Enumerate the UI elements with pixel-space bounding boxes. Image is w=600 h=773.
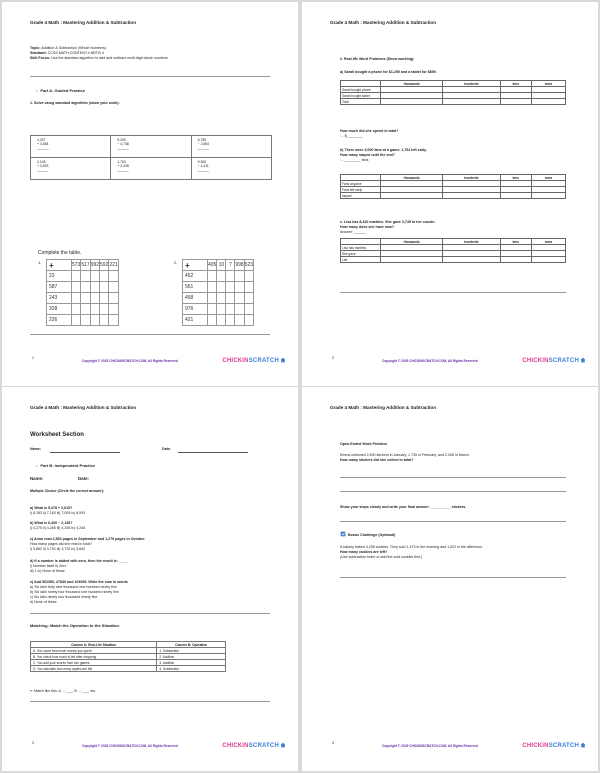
house-icon xyxy=(580,357,586,363)
grid-answer-cell[interactable] xyxy=(109,293,118,304)
grid-row-label: 328 xyxy=(47,304,72,315)
page-title: Grade 4 Math : Mastering Addition & Subtraction xyxy=(30,20,137,25)
grid-answer-cell[interactable] xyxy=(81,304,90,315)
place-value-table-c: thousands hundreds tens ones Lisa has marbles She gave Left xyxy=(340,238,566,263)
grid-answer-cell[interactable] xyxy=(81,293,90,304)
grid-answer-cell[interactable] xyxy=(244,271,253,282)
question-d-option-2[interactable]: iii) 1 iv) None of these xyxy=(30,569,65,573)
divider xyxy=(30,613,270,614)
grid-2-number: 2. xyxy=(174,260,178,265)
section-title: Worksheet Section xyxy=(30,432,84,438)
worksheet-page-1 xyxy=(2,2,298,386)
grid-header-cell: 523 xyxy=(244,260,253,271)
part-a-heading: • Part A: Guided Practice xyxy=(36,88,85,93)
grid-answer-cell[interactable] xyxy=(81,271,90,282)
name-input-line[interactable] xyxy=(50,452,120,453)
grid-answer-cell[interactable] xyxy=(72,315,81,326)
worksheet-page-3 xyxy=(2,387,298,771)
grid-answer-cell[interactable] xyxy=(90,282,99,293)
divider xyxy=(30,701,270,702)
grid-header-cell: 405 xyxy=(208,260,217,271)
grid-answer-cell[interactable] xyxy=(100,315,109,326)
grid-row-label: 976 xyxy=(183,304,208,315)
grid-answer-cell[interactable] xyxy=(235,282,244,293)
multiple-choice-heading: Multiple Choice (Circle the correct answer): xyxy=(30,489,105,493)
grid-answer-cell[interactable] xyxy=(109,315,118,326)
page-title: Grade 4 Math : Mastering Addition & Subtraction xyxy=(30,405,137,410)
grid-answer-cell[interactable] xyxy=(217,271,226,282)
operation-cell[interactable]: 4. Subtraction xyxy=(157,666,226,672)
question-e-option-d[interactable]: d) None of these xyxy=(30,600,57,604)
problem-cell[interactable]: 1,763 + 3,438 ______ xyxy=(111,158,191,180)
question-d: d) If a number is added with zero, then the result is: _____ xyxy=(30,559,129,563)
problem-cell[interactable]: 2,145 + 3,923 ______ xyxy=(31,158,111,180)
grid-answer-cell[interactable] xyxy=(100,271,109,282)
page-number: 2 xyxy=(332,356,334,360)
grid-answer-cell[interactable] xyxy=(235,293,244,304)
grid-row-label: 226 xyxy=(47,315,72,326)
situation-cell[interactable]: C. You add your scores from two games xyxy=(31,660,157,666)
grid-answer-cell[interactable] xyxy=(208,304,217,315)
question-c-options[interactable]: i) 3,862 ii) 3,792 iii) 3,732 iv) 3,842 xyxy=(30,547,86,551)
grid-answer-cell[interactable] xyxy=(72,282,81,293)
complete-table-instruction: Complete the table. xyxy=(38,250,82,256)
problem-b: b) There were 3,000 fans at a game. 1,764 left early. xyxy=(340,148,427,152)
grid-answer-cell[interactable] xyxy=(90,293,99,304)
bonus-question: How many cookies are left? xyxy=(340,550,388,554)
grid-answer-cell[interactable] xyxy=(226,271,235,282)
open-ended-heading: Open-Ended Word Problem xyxy=(340,442,387,446)
answer-line[interactable] xyxy=(340,491,566,492)
show-steps-instruction: Show your steps clearly and write your final answer: __________ stickers. xyxy=(340,505,467,509)
grid-answer-cell[interactable] xyxy=(244,282,253,293)
grid-header-cell: 7 xyxy=(226,260,235,271)
problem-a-question: How much did she spend in total? xyxy=(340,129,399,133)
bullet-icon: • xyxy=(36,463,38,468)
situation-cell[interactable]: B. You check how much is left after shopping xyxy=(31,654,157,660)
grid-answer-cell[interactable] xyxy=(90,304,99,315)
divider xyxy=(30,334,270,335)
page-number: 4 xyxy=(332,741,334,745)
column-b-header: Column B: Operation xyxy=(157,642,226,648)
question-e-option-a[interactable]: a) Six lakh forty nine thousand one hundred ninety five xyxy=(30,585,117,589)
place-value-table-a: thousands hundreds tens ones Sarah bought phone Sarah bought tablet Total xyxy=(340,80,566,105)
brand-logo: CHICKINSCRATCH xyxy=(222,742,286,749)
divider xyxy=(340,292,566,293)
problem-cell[interactable]: 6,789 − 2,654 ______ xyxy=(191,136,271,158)
question-e: e) Add 562350, 27840 and 104005. Write the sum in words xyxy=(30,580,128,584)
grid-answer-cell[interactable] xyxy=(217,315,226,326)
bullet-icon: • xyxy=(36,88,38,93)
brand-logo: CHICKINSCRATCH xyxy=(522,357,586,364)
grid-answer-cell[interactable] xyxy=(217,304,226,315)
grid-row-label: 421 xyxy=(183,315,208,326)
problem-a-answer[interactable]: → $________ xyxy=(340,134,363,138)
question-c-detail: How many pages did she read in total? xyxy=(30,542,93,546)
grid-answer-cell[interactable] xyxy=(208,282,217,293)
grid-answer-cell[interactable] xyxy=(72,271,81,282)
grid-answer-cell[interactable] xyxy=(109,271,118,282)
bonus-heading: Bonus Challenge (Optional) xyxy=(340,531,395,538)
brand-logo: CHICKINSCRATCH xyxy=(522,742,586,749)
grid-answer-cell[interactable] xyxy=(109,304,118,315)
brand-logo: CHICKINSCRATCH xyxy=(222,357,286,364)
operation-cell[interactable]: 2. Addition xyxy=(157,654,226,660)
grid-answer-cell[interactable] xyxy=(81,282,90,293)
grid-1-number: 1. xyxy=(38,260,42,265)
answer-line[interactable] xyxy=(340,477,566,478)
place-value-table-b: thousands hundreds tens ones Fans at game Fans left early stayed xyxy=(340,174,566,199)
problem-c: c. Lisa has 8,420 marbles. She gave 3,745 to her cousin. xyxy=(340,220,436,224)
problem-cell[interactable]: 9,300 − 4,211 ______ xyxy=(191,158,271,180)
open-ended-question: How many stickers did she collect in total? xyxy=(340,458,414,462)
topic-line: Topic: Addition & Subtraction (Whole Numbers) xyxy=(30,46,107,50)
situation-cell[interactable]: D. You calculate how many apples are left xyxy=(31,666,157,672)
grid-answer-cell[interactable] xyxy=(72,293,81,304)
question-a: a) What is 5,478 + 2,615? xyxy=(30,506,73,510)
checkbox-icon xyxy=(340,531,346,537)
grid-answer-cell[interactable] xyxy=(90,315,99,326)
grid-answer-cell[interactable] xyxy=(226,315,235,326)
page-number: 3 xyxy=(32,741,34,745)
column-a-header: Column A: Real-Life Situation xyxy=(31,642,157,648)
grid-answer-cell[interactable] xyxy=(226,293,235,304)
grid-row-label: 458 xyxy=(183,293,208,304)
problem-a: a) Sarah bought a phone for $1,250 and a tablet for $899. xyxy=(340,70,437,74)
copyright: Copyright © 2025 CHICKINSCRATCH.COM, All Rights Reserved xyxy=(382,744,478,748)
copyright: Copyright © 2025 CHICKINSCRATCH.COM, All Rights Reserved xyxy=(82,359,178,363)
worksheet-page-2 xyxy=(302,2,598,386)
grid-answer-cell[interactable] xyxy=(100,282,109,293)
grid-answer-cell[interactable] xyxy=(226,304,235,315)
grid-header-cell: 10 xyxy=(217,260,226,271)
grid-answer-cell[interactable] xyxy=(208,315,217,326)
grid-header-cell: 992 xyxy=(90,260,99,271)
worksheet-page-4 xyxy=(302,387,598,771)
addition-grid-2 xyxy=(182,259,254,326)
grid-answer-cell[interactable] xyxy=(226,282,235,293)
matching-table xyxy=(30,641,226,672)
operation-cell[interactable]: 1. Subtraction xyxy=(157,648,226,654)
page-number: 1 xyxy=(32,356,34,360)
grid-answer-cell[interactable] xyxy=(244,315,253,326)
house-icon xyxy=(280,357,286,363)
date-input-line[interactable] xyxy=(178,452,248,453)
grid-answer-cell[interactable] xyxy=(100,304,109,315)
problem-c-question: How many does she have now? xyxy=(340,225,395,229)
grid-answer-cell[interactable] xyxy=(208,293,217,304)
date-label-2: Date: xyxy=(78,476,89,481)
match-hint: ✏ Match like this: A → ___, B → ___, etc. xyxy=(30,689,97,693)
operation-cell[interactable]: 3. Addition xyxy=(157,660,226,666)
grid-answer-cell[interactable] xyxy=(90,271,99,282)
answer-line[interactable] xyxy=(340,521,566,522)
grid-header-cell: 517 xyxy=(81,260,90,271)
grid-answer-cell[interactable] xyxy=(244,304,253,315)
grid-answer-cell[interactable] xyxy=(100,293,109,304)
standard-line: Standard: CCSS.MATH.CONTENT.4.NBT.B.4 xyxy=(30,51,104,55)
question-e-option-b[interactable]: b) Six lakh ninety four thousand one hundred ninety five xyxy=(30,590,119,594)
problem-cell[interactable]: 4,327 + 3,658 ______ xyxy=(31,136,111,158)
bonus-hint: (Use subtraction twice or add the sold cookies first.) xyxy=(340,555,423,559)
situation-cell[interactable]: A. You count how much money you spent xyxy=(31,648,157,654)
question-b-options[interactable]: i) 4,275 ii) 4,265 iii) 4,255 iv) 4,245 xyxy=(30,526,86,530)
grid-row-label: 23 xyxy=(47,271,72,282)
page-title: Grade 4 Math : Mastering Addition & Subtraction xyxy=(330,405,437,410)
page-title: Grade 4 Math : Mastering Addition & Subtraction xyxy=(330,20,437,25)
question-b: b) What is 6,400 − 2,145? xyxy=(30,521,73,525)
algorithm-problems-table xyxy=(30,135,272,180)
question-1: 1. Solve using standard algorithm (show your work): xyxy=(30,101,120,105)
question-e-option-c[interactable]: c) Six lakh ninety four thousand ninety five xyxy=(30,595,98,599)
grid-header-cell: 221 xyxy=(109,260,118,271)
matching-heading: Matching: Match the Operation to the Situation xyxy=(30,623,119,628)
addition-grid-1 xyxy=(46,259,119,326)
grid-row-label: 243 xyxy=(47,293,72,304)
copyright: Copyright © 2025 CHICKINSCRATCH.COM, All Rights Reserved xyxy=(382,359,478,363)
grid-answer-cell[interactable] xyxy=(208,271,217,282)
grid-header-cell: 998 xyxy=(235,260,244,271)
grid-answer-cell[interactable] xyxy=(235,304,244,315)
date-label: Date: xyxy=(162,447,171,451)
grid-header-cell: 573 xyxy=(72,260,81,271)
plus-icon: + xyxy=(183,260,208,271)
grid-answer-cell[interactable] xyxy=(217,282,226,293)
name-label: Name: xyxy=(30,447,41,451)
name-label-2: Name: xyxy=(30,476,44,481)
open-ended-text: Emma collected 2,490 stickers in January, 1,735 in February, and 2,305 in March. xyxy=(340,453,470,457)
answer-line[interactable] xyxy=(340,577,566,578)
question-a-options[interactable]: i) 8,183 ii) 7,183 iii) 7,093 iv) 8,093 xyxy=(30,511,86,515)
problem-cell[interactable]: 9,205 − 4,748 ______ xyxy=(111,136,191,158)
divider xyxy=(30,76,270,77)
grid-answer-cell[interactable] xyxy=(217,293,226,304)
bonus-text: A bakery baked 4,208 cookies. They sold 1,473 in the morning and 1,822 in the afternoon. xyxy=(340,545,484,549)
question-d-option-1[interactable]: i) Number itself ii) Zero xyxy=(30,564,67,568)
problem-b-question: How many stayed until the end? xyxy=(340,153,395,157)
grid-answer-cell[interactable] xyxy=(81,315,90,326)
house-icon xyxy=(280,742,286,748)
grid-row-label: 587 xyxy=(47,282,72,293)
grid-answer-cell[interactable] xyxy=(235,271,244,282)
question-c: c) Anna read 2,563 pages in September and 1,279 pages in October. xyxy=(30,537,146,541)
word-problems-heading: 2. Real-life Word Problems (Show working): xyxy=(340,57,415,61)
grid-answer-cell[interactable] xyxy=(109,282,118,293)
plus-icon: + xyxy=(47,260,72,271)
grid-header-cell: 592 xyxy=(100,260,109,271)
copyright: Copyright © 2025 CHICKINSCRATCH.COM, All Rights Reserved xyxy=(82,744,178,748)
skill-line: Skill Focus: Use the standard algorithm to add and subtract multi-digit whole numbers. xyxy=(30,56,169,60)
grid-answer-cell[interactable] xyxy=(235,315,244,326)
house-icon xyxy=(580,742,586,748)
grid-answer-cell[interactable] xyxy=(244,293,253,304)
problem-c-answer[interactable]: Answer: ______ xyxy=(340,230,366,234)
grid-row-label: 452 xyxy=(183,271,208,282)
part-b-heading: • Part B: Independent Practice xyxy=(36,463,96,468)
problem-b-answer[interactable]: → ________ fans xyxy=(340,158,369,162)
grid-row-label: 561 xyxy=(183,282,208,293)
grid-answer-cell[interactable] xyxy=(72,304,81,315)
